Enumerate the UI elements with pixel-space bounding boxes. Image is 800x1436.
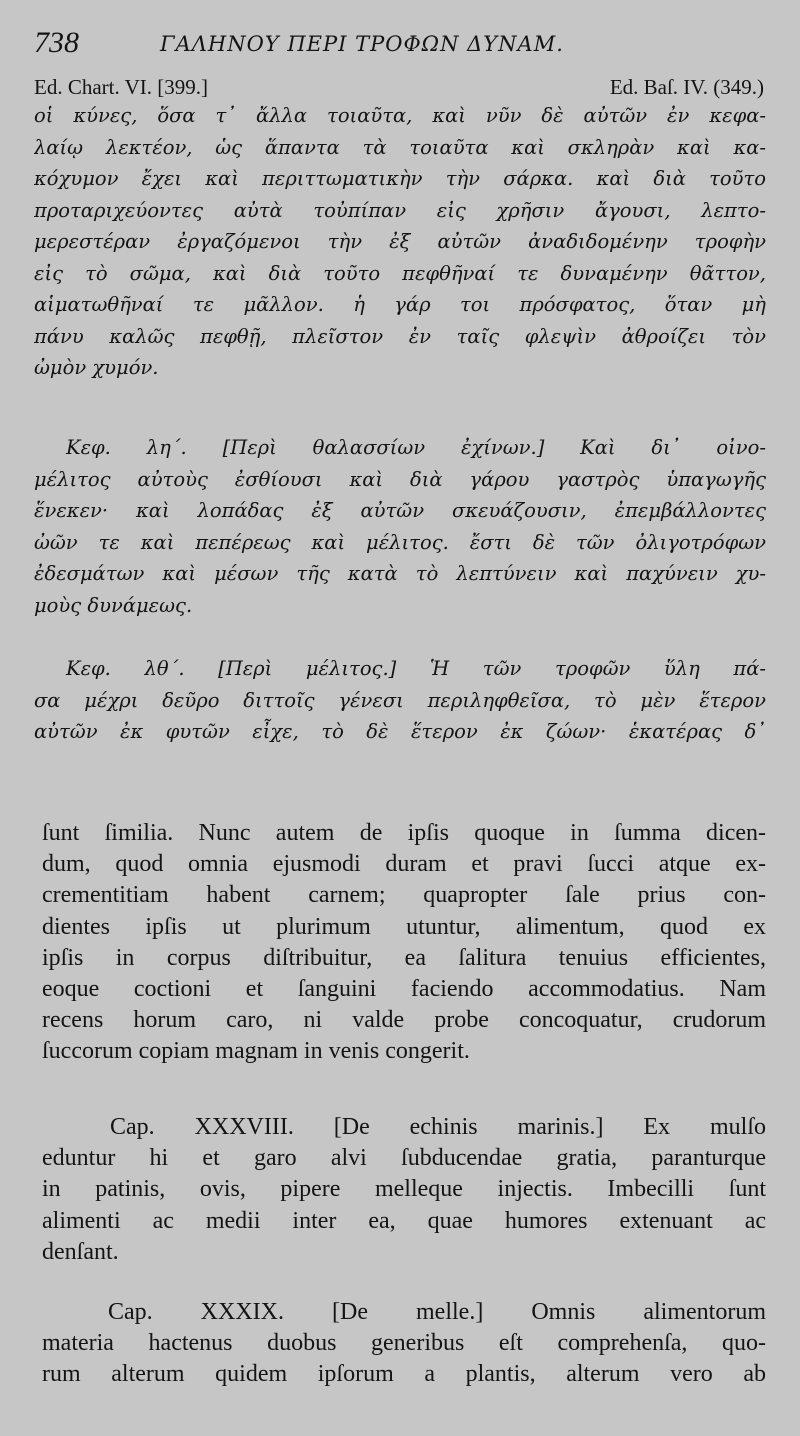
greek-chapter-39 xyxy=(34,653,766,748)
latin-line: denſant. xyxy=(42,1238,119,1265)
latin-line: recens horum caro, ni valde probe concoquatur, crudorum xyxy=(42,1007,766,1034)
greek-chapter-heading-line: Κεφ. λη΄. [Περὶ θαλασσίων ἐχίνων.] Καὶ δι᾽ οἰνο- xyxy=(66,436,766,459)
greek-paragraph-1 xyxy=(34,100,766,384)
greek-line: οἱ κύνες, ὅσα τ᾽ ἄλλα τοιαῦτα, καὶ νῦν δὲ αὐτῶν ἐν κεφα- xyxy=(34,104,766,127)
greek-line: μέλιτος αὐτοὺς ἐσθίουσι καὶ διὰ γάρου γαστρὸς ὑπαγωγῆς xyxy=(34,467,766,491)
greek-line: λαίῳ λεκτέον, ὡς ἅπαντα τὰ τοιαῦτα καὶ σκληρὰν καὶ κα- xyxy=(34,135,766,159)
running-head xyxy=(34,26,764,64)
greek-line: κόχυμον ἔχει καὶ περιττωματικὴν τὴν σάρκα. καὶ διὰ τοῦτο xyxy=(34,167,766,190)
latin-chapter-39 xyxy=(42,1297,766,1391)
greek-chapter-38 xyxy=(34,432,766,621)
greek-line: πάνυ καλῶς πεφθῇ, πλεῖστον ἐν ταῖς φλεψὶν ἀθροίζει τὸν xyxy=(34,324,766,348)
latin-line: in patinis, ovis, pipere melleque injectis. Imbecilli ſunt xyxy=(42,1176,766,1203)
running-title: ΓΑΛΗΝΟΥ ΠΕΡΙ ΤΡΟΦΩΝ ΔΥΝΑΜ. xyxy=(160,32,564,56)
latin-line: ſuccorum copiam magnam in venis congerit. xyxy=(42,1038,470,1065)
greek-line: ἐδεσμάτων καὶ μέσων τῆς κατὰ τὸ λεπτύνειν καὶ παχύνειν χυ- xyxy=(34,562,766,585)
latin-line: eduntur hi et garo alvi ſubducendae gratia, paranturque xyxy=(42,1145,766,1172)
greek-line: σα μέχρι δεῦρο διττοῖς γένεσι περιληφθεῖσα, τὸ μὲν ἕτερον xyxy=(34,688,766,712)
latin-line: eoque coctioni et ſanguini faciendo accommodatius. Nam xyxy=(42,976,766,1003)
greek-line: ὠμὸν χυμόν. xyxy=(34,356,159,379)
edition-reference-chartier: Ed. Chart. VI. [399.] xyxy=(34,75,208,99)
page-number: 738 xyxy=(34,26,79,59)
latin-paragraph-1 xyxy=(42,818,766,1068)
latin-chapter-heading-line: Cap. XXXIX. [De melle.] Omnis alimentorum xyxy=(108,1299,766,1325)
latin-line: materia hactenus duobus generibus eſt comprehenſa, quo- xyxy=(42,1330,766,1357)
latin-line: ſunt ſimilia. Nunc autem de ipſis quoque in ſumma dicen- xyxy=(42,820,766,846)
greek-line: αἱματωθῆναί τε μᾶλλον. ἡ γάρ τοι πρόσφατος, ὅταν μὴ xyxy=(34,293,766,316)
greek-line: προταριχεύοντες αὐτὰ τοὐπίπαν εἰς χρῆσιν ἄγουσι, λεπτο- xyxy=(34,198,766,222)
greek-line: ἕνεκεν· καὶ λοπάδας ἐξ αὐτῶν σκευάζουσιν, ἐπεμβάλλοντες xyxy=(34,499,766,522)
greek-line: μερεστέραν ἐργαζόμενοι τὴν ἐξ αὐτῶν ἀναδιδομένην τροφὴν xyxy=(34,230,766,253)
greek-chapter-heading-line: Κεφ. λθ΄. [Περὶ μέλιτος.] Ἡ τῶν τροφῶν ὕλη πά- xyxy=(66,657,766,680)
latin-line: dientes ipſis ut plurimum utuntur, alimentum, quod ex xyxy=(42,913,766,940)
edition-reference-basel: Ed. Baſ. IV. (349.) xyxy=(609,75,764,99)
edition-reference-line xyxy=(34,75,764,103)
greek-line: ὠῶν τε καὶ πεπέρεως καὶ μέλιτος. ἔστι δὲ τῶν ὀλιγοτρόφων xyxy=(34,530,766,554)
latin-line: rum alterum quidem ipſorum a plantis, alterum vero ab xyxy=(42,1361,766,1388)
greek-line: αὐτῶν ἐκ φυτῶν εἶχε, τὸ δὲ ἕτερον ἐκ ζώων· ἑκατέρας δ᾽ xyxy=(34,720,766,743)
latin-chapter-heading-line: Cap. XXXVIII. [De echinis marinis.] Ex mulſo xyxy=(110,1114,766,1140)
latin-line: alimenti ac medii inter ea, quae humores extenuant ac xyxy=(42,1207,766,1234)
latin-chapter-38 xyxy=(42,1112,766,1268)
greek-line: εἰς τὸ σῶμα, καὶ διὰ τοῦτο πεφθῆναί τε δυναμένην θᾶττον, xyxy=(34,261,766,285)
greek-line: μοὺς δυνάμεως. xyxy=(34,593,193,617)
latin-line: crementitiam habent carnem; quapropter ſale prius con- xyxy=(42,882,766,909)
latin-line: dum, quod omnia ejusmodi duram et pravi ſucci atque ex- xyxy=(42,851,766,878)
latin-line: ipſis in corpus diſtribuitur, ea ſalitura tenuius efficientes, xyxy=(42,944,766,971)
